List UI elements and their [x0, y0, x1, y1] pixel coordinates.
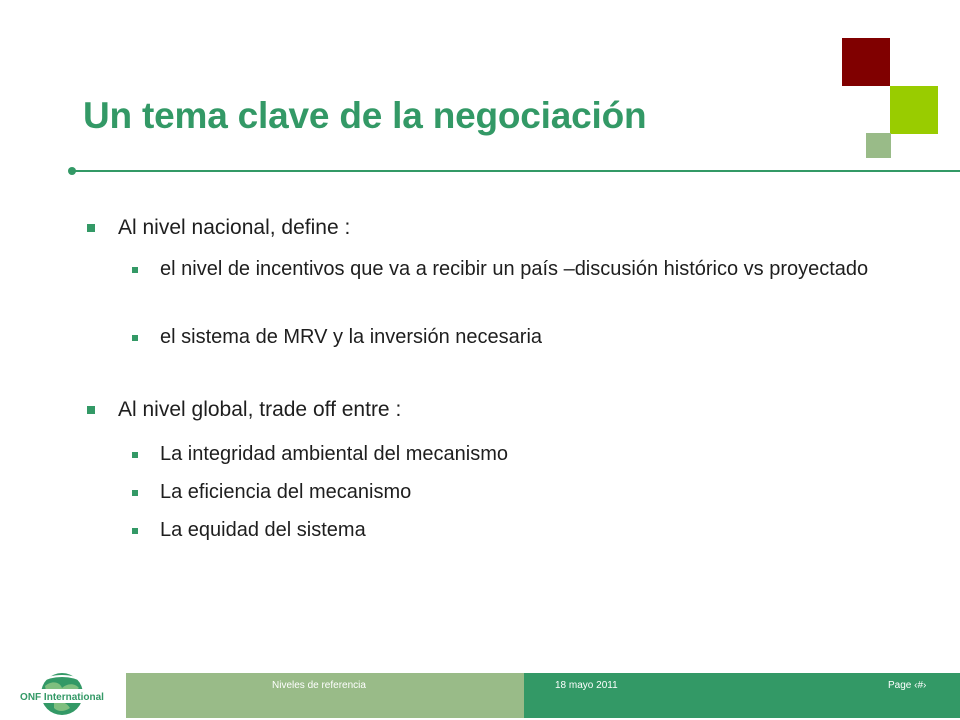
sub-bullet-icon — [132, 267, 138, 273]
list-item: el nivel de incentivos que va a recibir un país –discusión histórico vs proyectado — [160, 258, 869, 280]
bullet-icon — [87, 224, 95, 232]
section-heading: Al nivel nacional, define : — [118, 216, 351, 239]
slide-title: Un tema clave de la negociación — [83, 95, 647, 136]
list-item: La eficiencia del mecanismo — [160, 481, 412, 503]
onf-international-logo — [12, 672, 112, 718]
section-heading: Al nivel global, trade off entre : — [118, 398, 402, 421]
sub-bullet-icon — [132, 335, 138, 341]
list-item: La integridad ambiental del mecanismo — [160, 443, 508, 465]
sub-bullet-icon — [132, 528, 138, 534]
sub-bullet-icon — [132, 490, 138, 496]
list-item: el sistema de MRV y la inversión necesaria — [160, 326, 543, 348]
logo-wordmark: ONF International — [20, 692, 104, 703]
bullet-icon — [87, 406, 95, 414]
sub-bullet-icon — [132, 452, 138, 458]
footer-page-number: Page ‹#› — [888, 680, 927, 691]
footer-title: Niveles de referencia — [272, 680, 366, 691]
list-item: La equidad del sistema — [160, 519, 366, 541]
footer-date: 18 mayo 2011 — [555, 680, 618, 691]
